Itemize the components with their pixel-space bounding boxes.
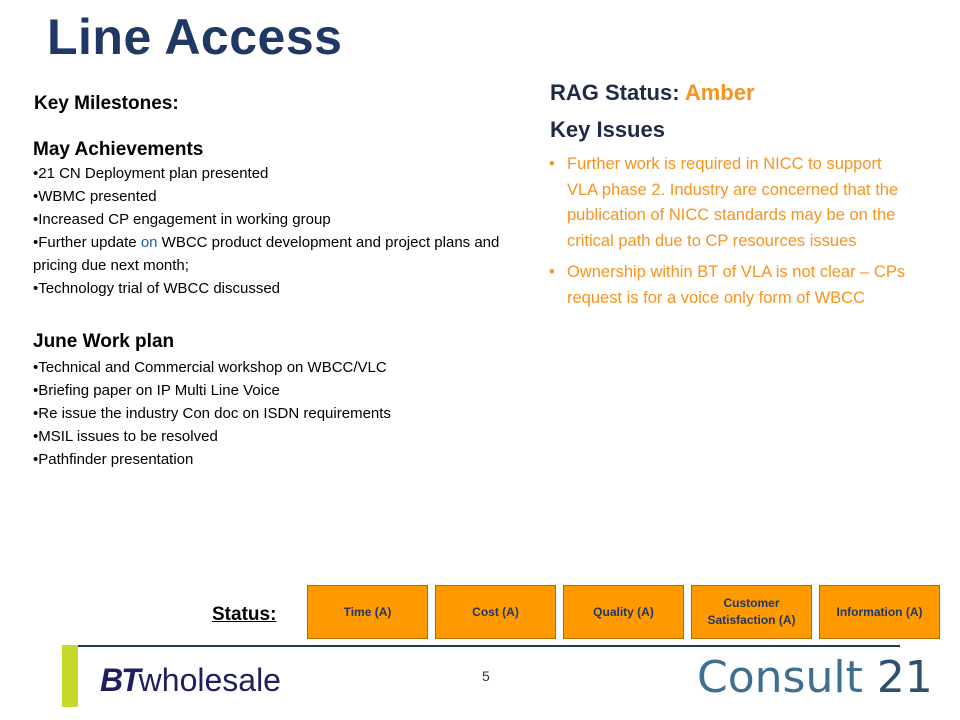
list-item-text: •Further update bbox=[33, 234, 141, 251]
status-box-label: Time (A) bbox=[343, 604, 392, 619]
page-title: Line Access bbox=[47, 9, 343, 65]
list-item: •Briefing paper on IP Multi Line Voice bbox=[33, 382, 280, 399]
key-issue-item bbox=[549, 152, 909, 254]
footer-accent-bar bbox=[62, 645, 78, 707]
consult-logo-number: 21 bbox=[876, 652, 933, 703]
bt-wholesale-logo bbox=[100, 662, 281, 699]
status-box-label: Quality (A) bbox=[593, 604, 654, 619]
list-item bbox=[33, 231, 533, 277]
list-item: •Increased CP engagement in working group bbox=[33, 211, 331, 228]
key-milestones-label: Key Milestones: bbox=[34, 93, 179, 114]
june-work-plan-heading: June Work plan bbox=[33, 331, 175, 352]
list-item-highlight: on bbox=[140, 234, 158, 251]
status-box-label: Cost (A) bbox=[472, 604, 519, 619]
list-item: •Technical and Commercial workshop on WBCC/VLC bbox=[33, 359, 387, 376]
status-box-label: Customer Satisfaction (A) bbox=[707, 596, 796, 627]
list-item: •Technology trial of WBCC discussed bbox=[33, 280, 281, 297]
may-achievements-list bbox=[33, 162, 533, 300]
consult-logo-text: Consult bbox=[697, 652, 877, 703]
rag-status-label: RAG Status: bbox=[550, 80, 685, 105]
status-box-customer-satisfaction bbox=[691, 585, 812, 639]
bt-logo-mark: BT bbox=[100, 662, 139, 698]
status-label: Status: bbox=[212, 604, 277, 625]
key-issues-list bbox=[549, 152, 909, 317]
list-item: •WBMC presented bbox=[33, 188, 157, 205]
consult21-logo bbox=[697, 652, 933, 703]
key-issues-heading: Key Issues bbox=[550, 117, 665, 142]
status-box-cost bbox=[435, 585, 556, 639]
status-box-quality bbox=[563, 585, 684, 639]
bullet-icon: • bbox=[549, 155, 555, 173]
status-box-information bbox=[819, 585, 940, 639]
list-item: •21 CN Deployment plan presented bbox=[33, 165, 269, 182]
rag-status-value: Amber bbox=[684, 80, 755, 105]
key-issue-text: Further work is required in NICC to support VLA phase 2. Industry are concerned that the publication of NICC standards may be on the critical path due to CP resources issues bbox=[567, 155, 899, 250]
list-item-text: WBCC product development and project plans and pricing due next month; bbox=[33, 234, 500, 274]
footer-divider bbox=[62, 645, 900, 647]
key-issue-text: Ownership within BT of VLA is not clear – CPs request is for a voice only form of WBCC bbox=[567, 263, 906, 307]
list-item: •Pathfinder presentation bbox=[33, 451, 194, 468]
page-number: 5 bbox=[482, 668, 490, 684]
status-box-time bbox=[307, 585, 428, 639]
list-item: •Re issue the industry Con doc on ISDN requirements bbox=[33, 405, 391, 422]
bt-logo-text: wholesale bbox=[138, 662, 281, 698]
june-work-plan-list bbox=[33, 356, 533, 471]
list-item: •MSIL issues to be resolved bbox=[33, 428, 218, 445]
key-issue-item bbox=[549, 260, 909, 311]
bullet-icon: • bbox=[549, 263, 555, 281]
may-achievements-heading: May Achievements bbox=[33, 139, 204, 160]
rag-status bbox=[550, 80, 755, 106]
status-box-label: Information (A) bbox=[836, 604, 923, 619]
